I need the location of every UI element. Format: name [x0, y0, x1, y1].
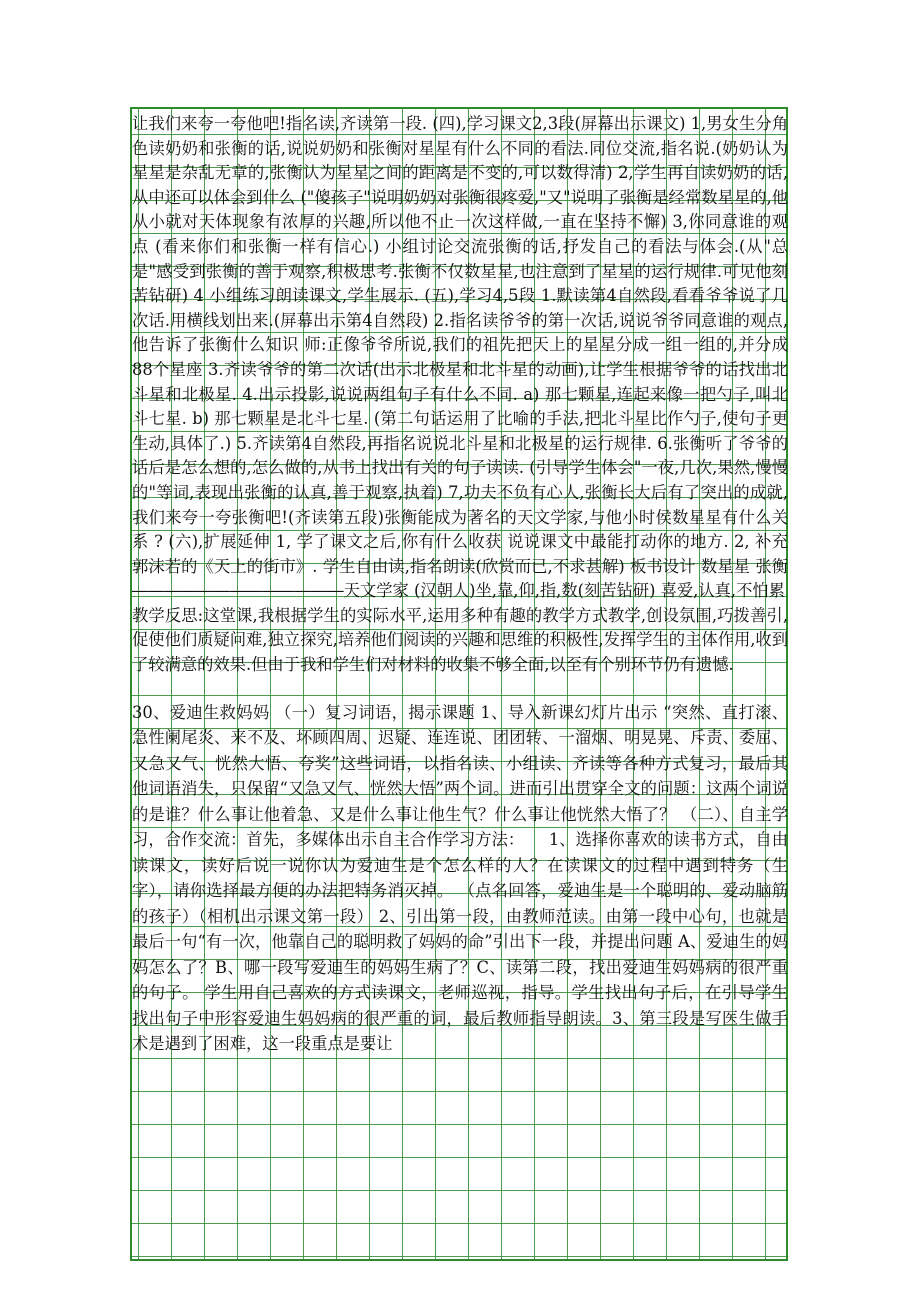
- lesson-plan-paragraph: 让我们来夸一夸他吧!指名读,齐读第一段. (四),学习课文2,3段(屏幕出示课文) 1,男女生分角色读奶奶和张衡的话,说说奶奶和张衡对星星有什么不同的看法.同位交流,指名说.(奶奶认为星星是杂乱无章的,张衡认为星星之间的距离是不变的,可以数得清) 2,学生再自读奶奶的话,从中还可以体会到什么 ("傻孩子"说明奶奶对张衡很疼爱,"又"说明了张衡是经常数星星的,他从小就对天体现象有浓厚的兴趣,所以他不止一次这样做,一直在坚持不懈) 3,你同意谁的观点 (看来你们和张衡一样有信心.) 小组讨论交流张衡的话,抒发自己的看法与体会.(从"总是"感受到张衡的善于观察,积极思考.张衡不仅数星星,也注意到了星星的运行规律.可见他刻苦钻研) 4 小组练习朗读课文,学生展示. (五),学习4,5段 1.默读第4自然段,看看爷爷说了几次话.用横线划出来.(屏幕出示第4自然段) 2.指名读爷爷的第一次话,说说爷爷同意谁的观点,他告诉了张衡什么知识 师:正像爷爷所说,我们的祖先把天上的星星分成一组一组的,并分成88个星座 3.齐读爷爷的第二次话(出示北极星和北斗星的动画),让学生根据爷爷的话找出北斗星和北极星. 4.出示投影,说说两组句子有什么不同. a) 那七颗星,连起来像一把勺子,叫北斗七星. b) 那七颗星是北斗七星. (第二句话运用了比喻的手法,把北斗星比作勺子,使句子更生动,具体了.) 5.齐读第4自然段,再指名说说北斗星和北极星的运行规律. 6.张衡听了爷爷的话后是怎么想的,怎么做的,从书上找出有关的句子读读. (引导学生体会"一夜,几次,果然,慢慢的"等词,表现出张衡的认真,善于观察,执着) 7,功夫不负有心人,张衡长大后有了突出的成就,我们来夸一夸张衡吧!(齐读第五段)张衡能成为著名的天文学家,与他小时侯数星星有什么关系 ? (六),扩展延伸 1, 学了课文之后,你有什么收获 说说课文中最能打动你的地方. 2, 补充郭沫若的《天上的街市》. 学生自由读,指名朗读(欣赏而已,不求甚解) 板书设计 数星星 张衡―――――――――――――天文学家 (汉朝人)坐,靠,仰,指,数(刻苦钻研) 喜爱,认真,不怕累: [132, 114, 788, 601]
- lesson-30-paragraph: 30、爱迪生救妈妈 （一）复习词语，揭示课题 1、导入新课幻灯片出示 “突然、直打滚、急性阑尾炎、来不及、坏顾四周、迟疑、连连说、团团转、一溜烟、明晃晃、斥责、委屈、又急又气、恍然大悟、夸奖”这些词语，以指名读、小组读、齐读等各种方式复习，最后其他词语消失，只保留“又急又气、恍然大悟”两个词。进而引出贯穿全文的问题：这两个词说的是谁？什么事让他着急、又是什么事让他生气？什么事让他恍然大悟了？ （二）、自主学习，合作交流：首先，多媒体出示自主合作学习方法： 1、选择你喜欢的读书方式，自由读课文，读好后说一说你认为爱迪生是个怎么样的人？在读课文的过程中遇到特务（生字），请你选择最方便的办法把特务消灭掉。 （点名回答，爱迪生是一个聪明的、爱动脑筋的孩子）（相机出示课文第一段） 2、引出第一段，由教师范读。由第一段中心句，也就是最后一句“有一次，他靠自己的聪明救了妈妈的命”引出下一段，并提出问题 A、爱迪生的妈妈怎么了？B、哪一段写爱迪生的妈妈生病了？C、读第二段，找出爱迪生妈妈病的很严重的句子。 学生用自己喜欢的方式读课文，老师巡视，指导。学生找出句子后，在引导学生找出句子中形容爱迪生妈妈病的很严重的词，最后教师指导朗读。3、第三段是写医生做手术是遇到了困难，这一段重点是要让: [132, 702, 788, 1054]
- teaching-reflection-paragraph: 教学反思:这堂课,我根据学生的实际水平,运用多种有趣的教学方式教学,创设氛围,巧拨善引,促使他们质疑问难,独立探究,培养他们阅读的兴趣和思维的积极性,发挥学生的主体作用,收到了较满意的效果.但由于我和学生们对材料的收集不够全面,以至有个别环节仍有遗憾.: [132, 605, 788, 675]
- document-body: [132, 112, 788, 1057]
